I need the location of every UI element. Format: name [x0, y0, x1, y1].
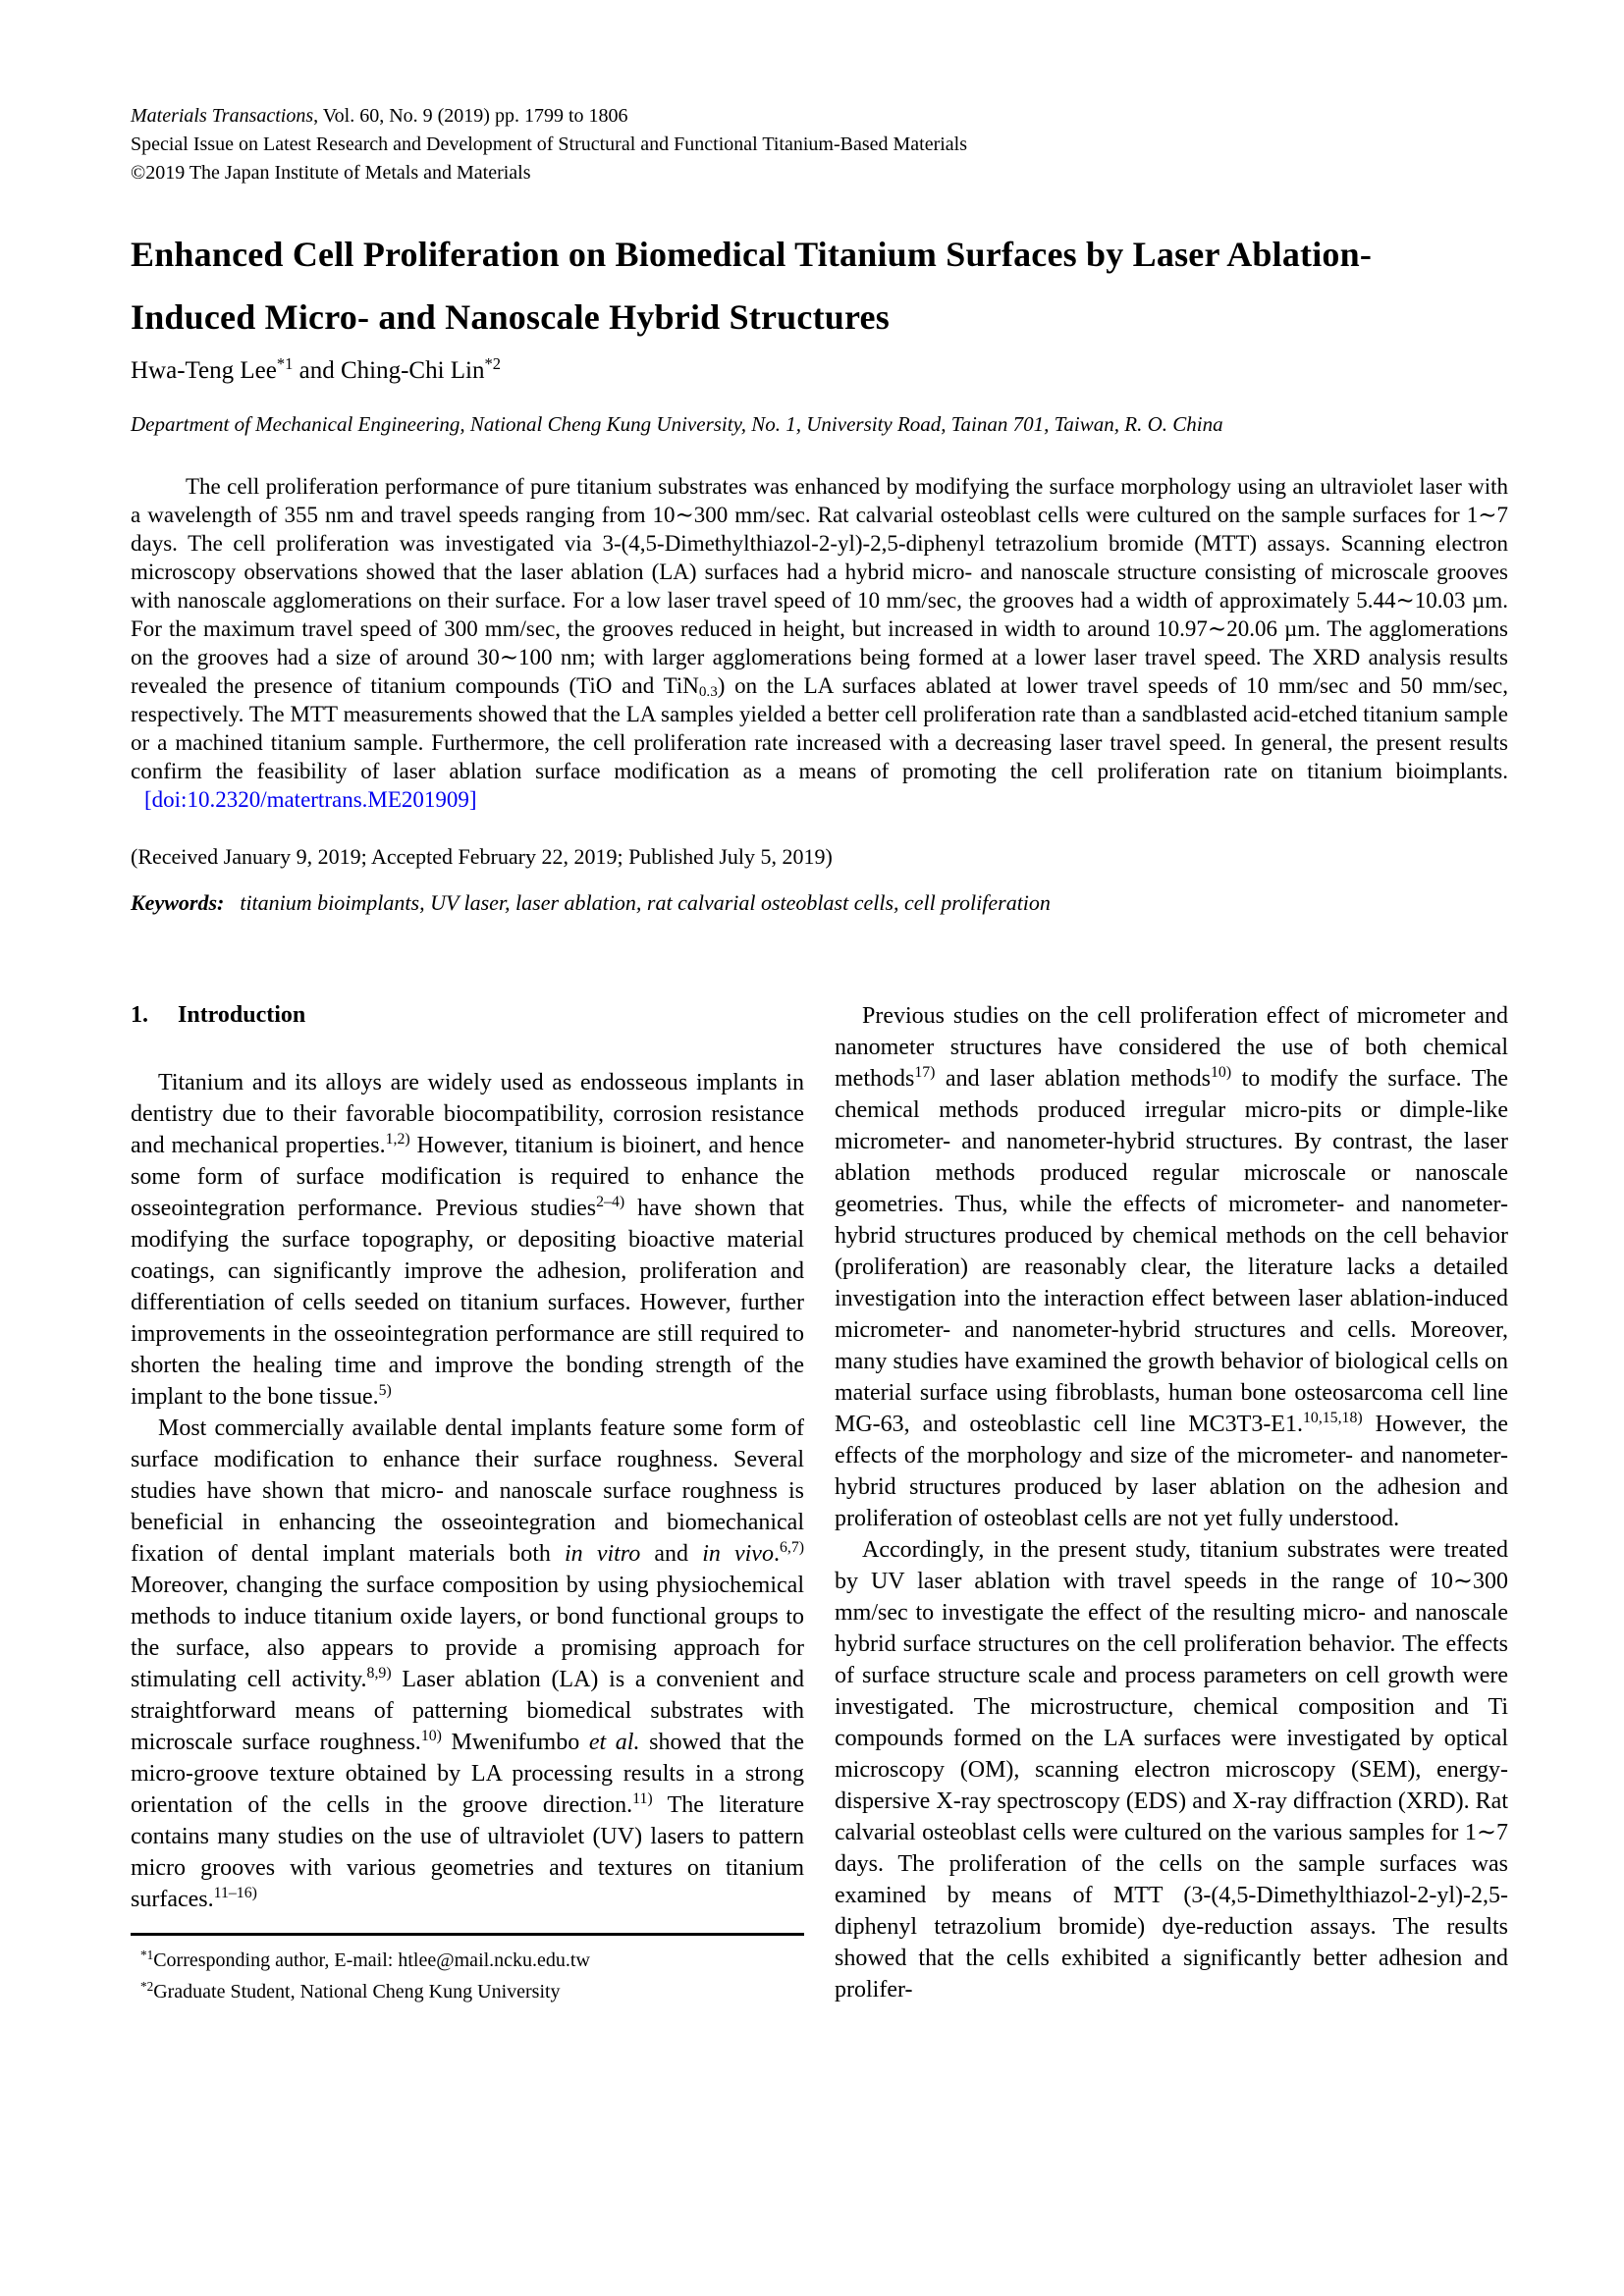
abstract-text: The cell proliferation performance of pure titanium substrates was enhanced by modifying the surface morphology using an ultraviolet laser with a wavelength of 355 nm and travel speeds ranging from 10∼300 mm/sec. Rat calvarial osteoblast cells were cultured on the sample surfaces for 1∼7 days. The cell proliferation was investigated via 3-(4,5-Dimethylthiazol-2-yl)-2,5-diphenyl tetrazolium bromide (MTT) assays. Scanning electron microscopy observations showed that the laser ablation (LA) surfaces had a hybrid micro- and nanoscale structure consisting of microscale grooves with nanoscale agglomerations on their surface. For a low laser travel speed of 10 mm/sec, the grooves had a width of approximately 5.44∼10.03 µm. For the maximum travel speed of 300 mm/sec, the grooves reduced in height, but increased in width to around 10.97∼20.06 µm. The agglomerations on the grooves had a size of around 30∼100 nm; with larger agglomerations being formed at a lower laser travel speed. The XRD analysis results revealed the presence of titanium compounds (TiO and TiN0.3) on the LA surfaces ablated at lower travel speeds of 10 mm/sec and 50 mm/sec, respectively. The MTT measurements showed that the LA samples yielded a better cell proliferation rate than a sandblasted acid-etched titanium sample or a machined titanium sample. Furthermore, the cell proliferation rate increased with a decreasing laser travel speed. In general, the present results confirm the feasibility of laser ablation surface modification as a means of promoting the cell proliferation rate on titanium bioimplants. [131, 474, 1509, 783]
keywords-label: Keywords: [131, 890, 225, 915]
footnote-graduate-student [131, 1977, 804, 2008]
journal-name: Materials Transactions [131, 105, 314, 127]
footnote-corresponding-author [131, 1946, 804, 1977]
doi-link[interactable]: [doi:10.2320/matertrans.ME201909] [144, 787, 477, 812]
journal-citation-line [131, 102, 1508, 131]
journal-volume-info: , Vol. 60, No. 9 (2019) pp. 1799 to 1806 [313, 105, 628, 127]
keywords-line [131, 889, 1508, 916]
email-link[interactable]: htlee@mail.ncku.edu.tw [398, 1949, 590, 1971]
intro-paragraph-4: Accordingly, in the present study, titanium substrates were treated by UV laser ablation with travel speeds in the range of 10∼300 mm/sec to investigate the effect of the resulting micro- and nanoscale hybrid surface structures on the cell proliferation behavior. The effects of surface structure scale and process parameters on cell growth were investigated. The microstructure, chemical composition and Ti compounds formed on the LA surfaces were investigated by optical microscopy (OM), scanning electron microscopy (SEM), energy-dispersive X-ray spectroscopy (EDS) and X-ray diffraction (XRD). Rat calvarial osteoblast cells were cultured on the various samples for 1∼7 days. The proliferation of the cells on the sample surfaces was examined by means of MTT (3-(4,5-Dimethylthiazol-2-yl)-2,5-diphenyl tetrazolium bromide) dye-reduction assays. The results showed that the cells exhibited a significantly better adhesion and prolifer- [835, 1537, 1508, 2002]
section-title: Introduction [178, 1002, 306, 1028]
footnote-rule [131, 1933, 804, 1936]
paper-title-line1: Enhanced Cell Proliferation on Biomedical Titanium Surfaces by Laser Ablation- [131, 235, 1373, 274]
paper-title-line2: Induced Micro- and Nanoscale Hybrid Structures [131, 297, 890, 337]
intro-paragraph-1: Titanium and its alloys are widely used as endosseous implants in dentistry due to their favorable biocompatibility, corrosion resistance and mechanical properties.$^{1,2)}$ However, titanium is bioinert, and hence some form of surface modification is required to enhance the osseointegration performance. Previous studies$^{2-4)}$ have shown that modifying the surface topography, or depositing bioactive material coatings, can significantly improve the adhesion, proliferation and differentiation of cells seeded on titanium surfaces. However, further improvements in the osseointegration performance are still required to shorten the healing time and improve the bonding strength of the implant to the bone tissue.$^{5)}$ [131, 1070, 804, 1410]
keywords-text: titanium bioimplants, UV laser, laser ablation, rat calvarial osteoblast cells, cell proliferation [240, 890, 1051, 915]
section-number: 1. [131, 1002, 148, 1028]
footnote-marker-1: *1 [140, 1948, 154, 1963]
paper-title [131, 223, 1508, 348]
right-column [835, 1000, 1508, 2008]
two-column-body [131, 1000, 1508, 2008]
footnote-marker-2: *2 [140, 1979, 154, 1995]
intro-paragraph-2: Most commercially available dental implants feature some form of surface modification to enhance their surface roughness. Several studies have shown that micro- and nanoscale surface roughness is beneficial in enhancing the osseointegration and biomechanical fixation of dental implant materials both in vitro and in vivo.$^{6,7)}$ Moreover, changing the surface composition by using physiochemical methods to induce titanium oxide layers, or bond functional groups to the surface, also appears to provide a promising approach for stimulating cell activity.$^{8,9)}$ Laser ablation (LA) is a convenient and straightforward means of patterning biomedical substrates with microscale surface roughness.$^{10)}$ Mwenifumbo et al. showed that the micro-groove texture obtained by LA processing results in a strong orientation of the cells in the groove direction.$^{11)}$ The literature contains many studies on the use of ultraviolet (UV) lasers to pattern micro grooves with various geometries and textures on titanium surfaces.$^{11-16)}$ [131, 1415, 805, 1912]
intro-paragraph-3: Previous studies on the cell proliferation effect of micrometer and nanometer structures have considered the use of both chemical methods$^{17)}$ and laser ablation methods$^{10)}$ to modify the surface. The chemical methods produced irregular micro-pits or dimple-like micrometer- and nanometer-hybrid structures. By contrast, the laser ablation methods produced regular microscale or nanoscale geometries. Thus, while the effects of micrometer- and nanometer-hybrid structures produced by chemical methods on the cell behavior (proliferation) are reasonably clear, the literature lacks a detailed investigation into the interaction effect between laser ablation-induced micrometer- and nanometer-hybrid structures and cells. Moreover, many studies have examined the growth behavior of biological cells on material surface using fibroblasts, human bone osteosarcoma cell line MG-63, and osteoblastic cell line MC3T3-E1.$^{10,15,18)}$ However, the effects of the morphology and size of the micrometer- and nanometer-hybrid structures produced by laser ablation on the adhesion and proliferation of osteoblast cells are not yet fully understood. [835, 1003, 1509, 1531]
authors-line: Hwa-Teng Lee$^{*1}$ and Ching-Chi Lin$^{*2}$ [131, 353, 502, 384]
received-accepted-published-line: (Received January 9, 2019; Accepted February 22, 2019; Published July 5, 2019) [131, 844, 833, 869]
journal-header [131, 102, 1508, 187]
footnote-block [131, 1933, 804, 2008]
affiliation-line: Department of Mechanical Engineering, National Cheng Kung University, No. 1, University Road, Tainan 701, Taiwan, R. O. China [131, 412, 1223, 436]
copyright-line: ©2019 The Japan Institute of Metals and Materials [131, 162, 531, 184]
section-heading-introduction [131, 1000, 804, 1030]
footnote-1-text: Corresponding author, E-mail: [153, 1949, 399, 1971]
footnote-2-text: Graduate Student, National Cheng Kung University [153, 1981, 561, 2002]
special-issue-line: Special Issue on Latest Research and Development of Structural and Functional Titanium-Based Materials [131, 133, 968, 155]
left-column [131, 1000, 804, 2008]
abstract-paragraph [131, 472, 1508, 814]
